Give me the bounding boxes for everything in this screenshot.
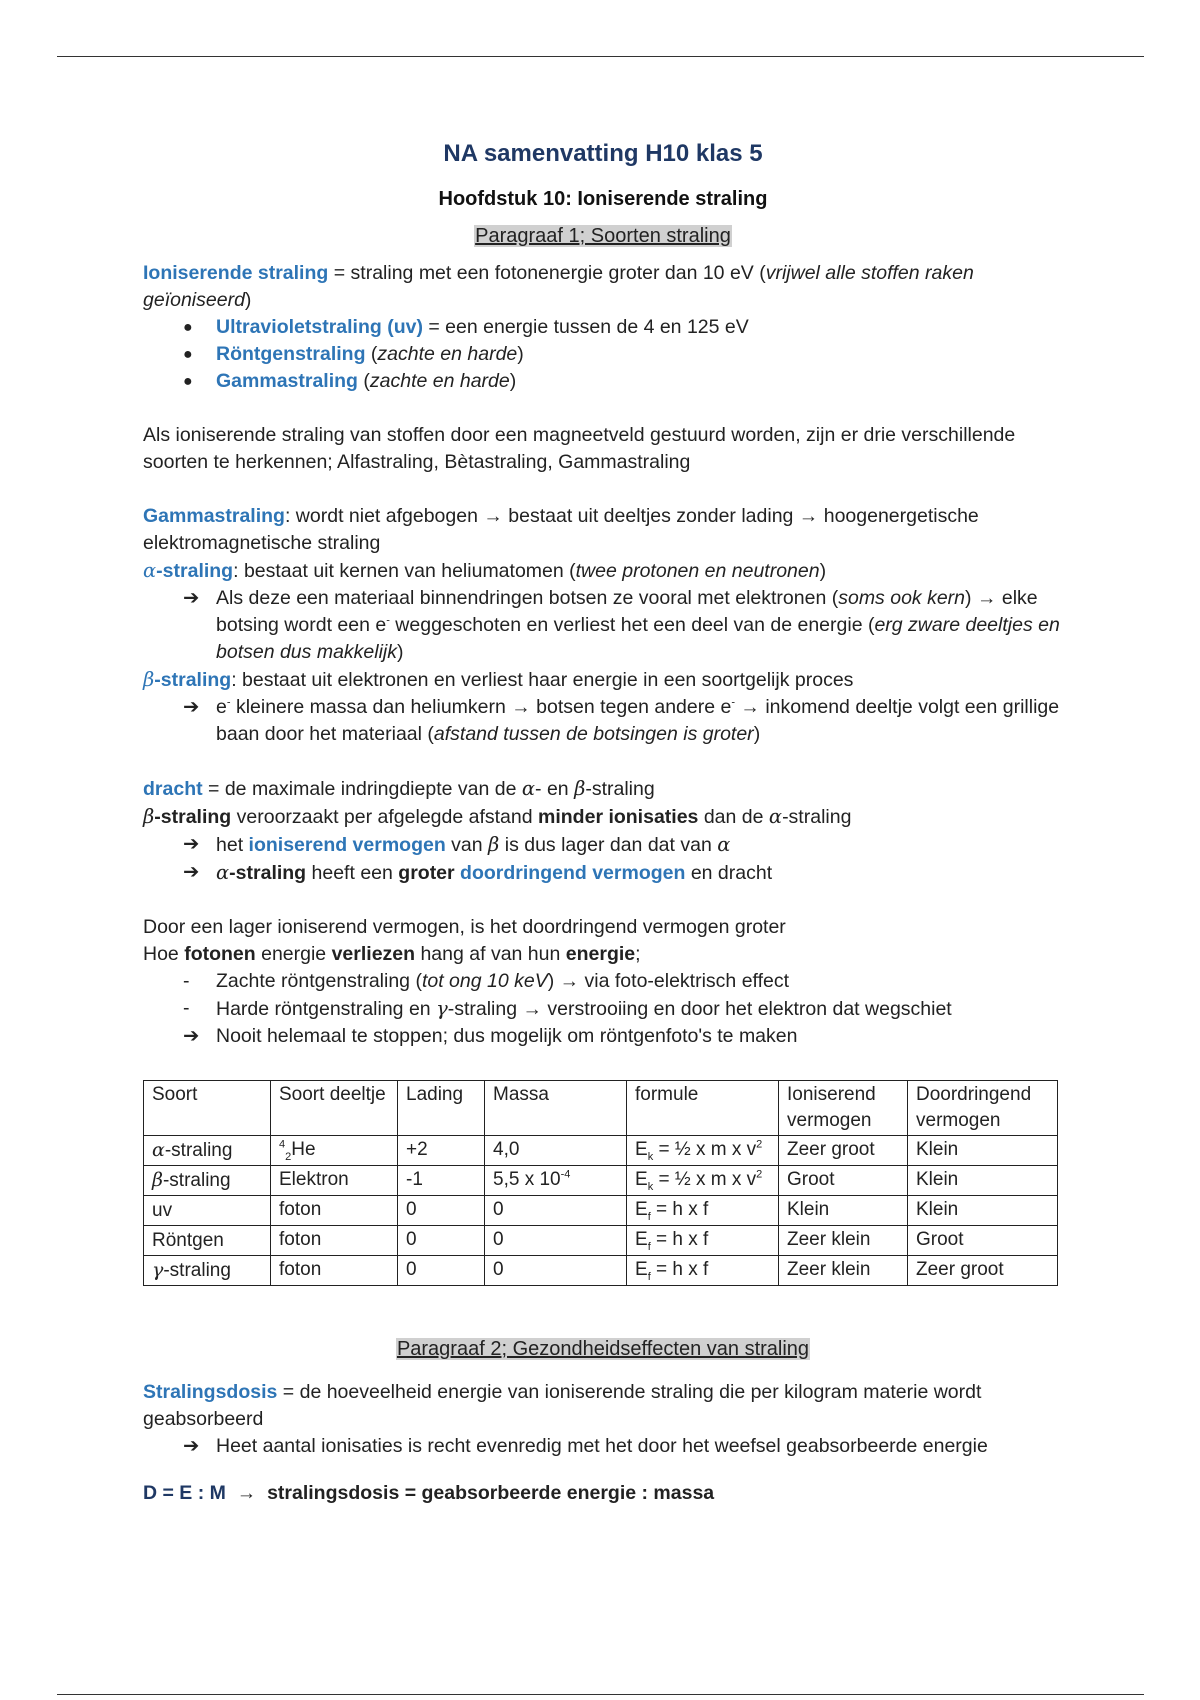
arrow-icon: ➔: [183, 696, 200, 718]
chapter-heading: Hoofdstuk 10: Ioniserende straling: [438, 188, 768, 210]
table-cell: Zeer klein: [779, 1226, 908, 1256]
table-cell: Röntgen: [144, 1226, 271, 1256]
paragraph-2-heading: Paragraaf 2; Gezondheidseffecten van straling: [396, 1338, 810, 1360]
list-item: - Zachte röntgenstraling (tot ong 10 keV) → via foto-elektrisch effect: [143, 968, 1063, 995]
dash-icon: -: [183, 997, 190, 1019]
list-item: - Harde röntgenstraling en γ-straling → verstrooiing en door het elektron dat wegschiet: [183, 997, 952, 1020]
table-cell: $E_f = h$ x f: [627, 1226, 779, 1256]
dosis-formula: D = E : M → stralingsdosis = geabsorbeerde energie : massa: [143, 1482, 715, 1504]
table-cell: +2: [398, 1136, 485, 1166]
document-title: NA samenvatting H10 klas 5: [443, 140, 763, 167]
bullet-icon: ●: [183, 319, 193, 336]
lower-paragraph: Door een lager ioniserend vermogen, is het doordringend vermogen groter: [143, 916, 786, 938]
radiation-types-list: [143, 314, 1063, 395]
arrow-icon: ➔: [183, 1435, 200, 1457]
dracht-definition: dracht = de maximale indringdiepte van de α- en β-straling: [143, 777, 655, 800]
table-cell: 0: [398, 1256, 485, 1286]
table-cell: Elektron: [271, 1166, 398, 1196]
list-item: ➔ Nooit helemaal te stoppen; dus mogelijk om röntgenfoto's te maken: [143, 1023, 1063, 1050]
table-cell: Groot: [908, 1226, 1058, 1256]
dash-icon: -: [183, 970, 190, 992]
ion-definition: Ioniserende straling = straling met een fotonenergie groter dan 10 eV (vrijwel alle stoffen raken geïoniseerd): [143, 262, 974, 311]
table-cell: $E_k$ = ½ x m x $v^2$: [627, 1166, 779, 1196]
table-row: [144, 1166, 1058, 1196]
list-item: ➔ Als deze een materiaal binnendringen botsen ze vooral met elektronen (soms ook kern) → elke botsing wordt een e- weggeschoten en verliest het een deel van de energie (erg zware deeltjes en botsen dus makkelijk): [183, 587, 1060, 663]
arrow-icon: ➔: [183, 833, 200, 855]
table-header-cell: Doordringend vermogen: [908, 1081, 1058, 1136]
table-cell: Zeer groot: [779, 1136, 908, 1166]
table-cell: γ-straling: [144, 1256, 271, 1286]
table-cell: 0: [485, 1256, 627, 1286]
table-header-cell: Lading: [398, 1081, 485, 1136]
table-row: [144, 1226, 1058, 1256]
table-cell: 0: [485, 1196, 627, 1226]
table-row: [144, 1136, 1058, 1166]
table-header-cell: Soort: [144, 1081, 271, 1136]
list-item: ● Röntgenstraling (zachte en harde): [143, 341, 1063, 368]
table-row: [144, 1196, 1058, 1226]
arrow-icon: ➔: [183, 587, 200, 609]
table-cell: Klein: [908, 1196, 1058, 1226]
table-header-cell: Soort deeltje: [271, 1081, 398, 1136]
table-cell: 5,5 x $10^{-4}$: [485, 1166, 627, 1196]
list-item: ➔ e- kleinere massa dan heliumkern → botsen tegen andere e- → inkomend deeltje volgt een grillige baan door het materiaal (afstand tussen de botsingen is groter): [183, 696, 1060, 745]
list-item: ● Ultravioletstraling (uv) = een energie tussen de 4 en 125 eV: [143, 314, 1063, 341]
table-header-cell: Ioniserend vermogen: [779, 1081, 908, 1136]
table-header-cell: Massa: [485, 1081, 627, 1136]
table-cell: -1: [398, 1166, 485, 1196]
list-item: ➔ het ioniserend vermogen van β is dus lager dan dat van α: [183, 833, 731, 856]
table-cell: Klein: [908, 1166, 1058, 1196]
table-row: [144, 1256, 1058, 1286]
table-cell: Zeer klein: [779, 1256, 908, 1286]
table-cell: 0: [398, 1196, 485, 1226]
arrow-icon: ➔: [183, 1025, 200, 1047]
bottom-rule: [57, 1694, 1144, 1695]
beta-ionisation: β-straling veroorzaakt per afgelegde afstand minder ionisaties dan de α-straling: [143, 805, 852, 828]
photon-paragraph: Hoe fotonen energie verliezen hang af van hun energie;: [143, 943, 641, 965]
magnet-paragraph: Als ioniserende straling van stoffen door een magneetveld gestuurd worden, zijn er drie verschillende soorten te herkennen; Alfastraling, Bètastraling, Gammastraling: [143, 424, 1016, 473]
table-cell: foton: [271, 1226, 398, 1256]
table-cell: $^4_2$He: [271, 1136, 398, 1166]
document-body: [143, 140, 1063, 1507]
table-header-row: [144, 1081, 1058, 1136]
bullet-icon: ●: [183, 346, 193, 363]
table-cell: foton: [271, 1196, 398, 1226]
list-item: ● Gammastraling (zachte en harde): [143, 368, 1063, 395]
radiation-table: [143, 1080, 1058, 1286]
table-cell: $E_f = h$ x f: [627, 1256, 779, 1286]
arrow-icon: ➔: [183, 861, 200, 883]
list-item: ➔ Heet aantal ionisaties is recht evenredig met het door het weefsel geabsorbeerde energie: [143, 1433, 1063, 1460]
bullet-icon: ●: [183, 373, 193, 390]
table-cell: Zeer groot: [908, 1256, 1058, 1286]
table-cell: 0: [398, 1226, 485, 1256]
table-cell: uv: [144, 1196, 271, 1226]
table-cell: Klein: [779, 1196, 908, 1226]
top-rule: [57, 56, 1144, 57]
table-cell: Klein: [908, 1136, 1058, 1166]
arrow-icon: →: [236, 1482, 257, 1504]
dosis-definition: Stralingsdosis = de hoeveelheid energie van ioniserende straling die per kilogram materie wordt geabsorbeerd: [143, 1381, 982, 1430]
table-cell: foton: [271, 1256, 398, 1286]
table-cell: α-straling: [144, 1136, 271, 1166]
table-cell: 0: [485, 1226, 627, 1256]
table-cell: $E_k$ = ½ x m x $v^2$: [627, 1136, 779, 1166]
table-cell: β-straling: [144, 1166, 271, 1196]
table-header-cell: formule: [627, 1081, 779, 1136]
gamma-definition: Gammastraling: wordt niet afgebogen → bestaat uit deeltjes zonder lading → hoogenergetische elektromagnetische straling: [143, 505, 979, 554]
paragraph-1-heading: Paragraaf 1; Soorten straling: [475, 225, 731, 247]
table-cell: $E_f = h$ x f: [627, 1196, 779, 1226]
alpha-definition: α-straling: bestaat uit kernen van heliumatomen (twee protonen en neutronen): [143, 559, 827, 582]
table-cell: Groot: [779, 1166, 908, 1196]
beta-definition: β-straling: bestaat uit elektronen en verliest haar energie in een soortgelijk proces: [143, 668, 854, 691]
list-item: ➔ α-straling heeft een groter doordringend vermogen en dracht: [183, 861, 773, 884]
table-cell: 4,0: [485, 1136, 627, 1166]
